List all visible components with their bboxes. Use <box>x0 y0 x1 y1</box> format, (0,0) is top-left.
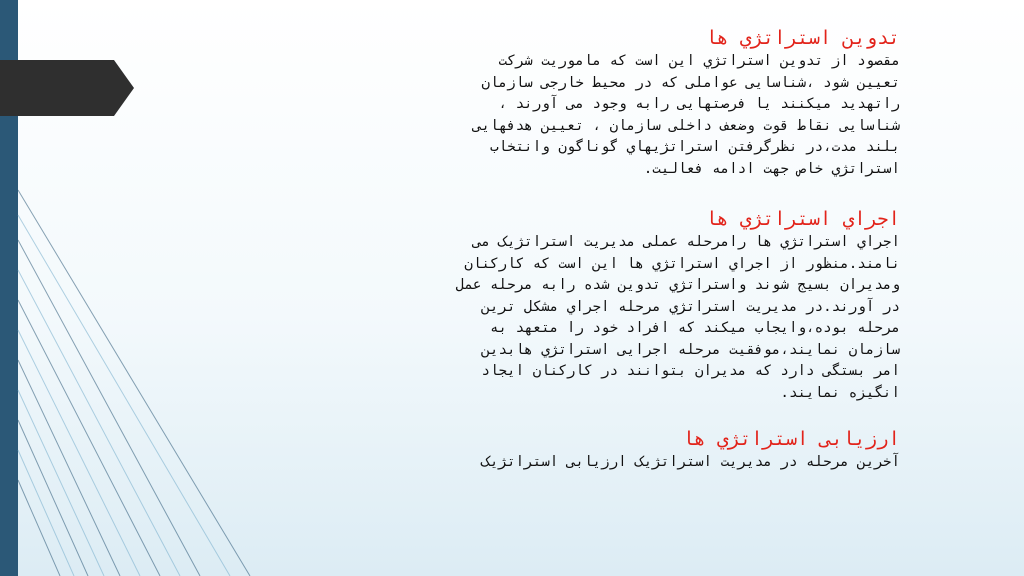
paragraph-line: بلند مدت،در نظرگرفتن استراتژيهاي گوناگون وانتخاب <box>490 139 900 155</box>
spacer <box>225 180 900 206</box>
paragraph-line: انگيزه نمايند. <box>780 384 900 401</box>
paragraph-line: راتهديد ميکنند يا فرصتهايی رابه وجود می آورند ، <box>498 96 900 112</box>
section-strategy-formulation <box>225 25 900 180</box>
paragraph-line: آخرين مرحله در مديريت استراتژيک ارزيابی استراتژيک <box>481 454 900 470</box>
paragraph-line: مرحله بوده،وايجاب ميکند که افراد خود را متعهد به <box>490 320 900 336</box>
section-strategy-implementation <box>225 206 900 404</box>
paragraph-line: تعيين شود ،شناسايی عواملی که در محيط خارجی سازمان <box>481 74 900 91</box>
section-heading: ارزيابی استراتژي ها <box>682 428 900 450</box>
paragraph-line: ومديران بسيج شوند واستراتژي تدوين شده رابه مرحله عمل <box>455 277 900 293</box>
section-heading: اجراي استراتژي ها <box>705 208 900 230</box>
paragraph-line: مقصود از تدوين استراتژي اين است که ماموريت شركت <box>498 53 900 69</box>
paragraph-line: سازمان نمايند،موفقيت مرحله اجرايی استراتژي هابدين <box>481 341 900 358</box>
paragraph-line: در آورند.در مديريت استراتژي مرحله اجراي مشکل ترين <box>481 298 900 315</box>
slide-content <box>225 25 900 474</box>
section-heading: تدوين استراتژي ها <box>705 27 900 49</box>
arrow-tab-shape <box>0 60 134 116</box>
section-strategy-evaluation <box>225 426 900 474</box>
paragraph-line: شناسايی نقاط قوت وضعف داخلی سازمان ، تعيين هدفهايی <box>472 117 900 134</box>
paragraph-line: نامند.منظور از اجراي استراتژي ها اين است که کارکنان <box>464 255 900 272</box>
paragraph-line: استراتژي خاص جهت ادامه فعاليت. <box>643 160 900 177</box>
spacer <box>225 404 900 426</box>
paragraph-line: امر بستگی دارد که مديران بتوانند در کارکنان ايجاد <box>481 363 900 379</box>
paragraph-line: اجراي استراتژي ها رامرحله عملی مديريت استراتژيک می <box>472 234 900 250</box>
